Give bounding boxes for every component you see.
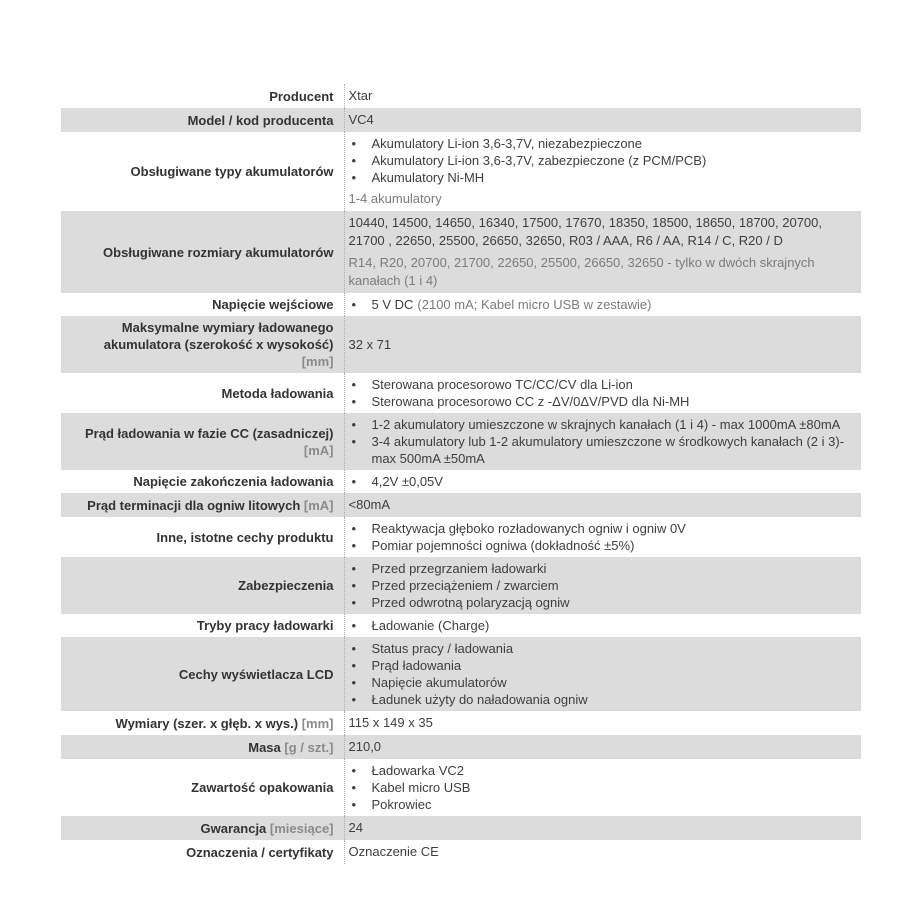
bullet-text: Przed przeciążeniem / zwarciem [371, 578, 559, 593]
bullet-item [349, 657, 854, 674]
product-spec-table [61, 84, 861, 864]
spec-row [61, 637, 861, 711]
bullet-text: Ładowanie (Charge) [371, 618, 490, 633]
spec-label-text: Tryby pracy ładowarki [196, 618, 334, 633]
spec-row [61, 614, 861, 637]
bullet-text: 3-4 akumulatory lub 1-2 akumulatory umieszczone w środkowych kanałach (2 i 3)- max 500mA ±50mA [371, 434, 845, 466]
spec-label-text: Oznaczenia / certyfikaty [186, 844, 334, 860]
value-text: Xtar [348, 88, 373, 103]
bullet-item [349, 560, 854, 577]
spec-label [61, 711, 344, 735]
bullet-icon: • [351, 641, 357, 656]
spec-row [61, 413, 861, 470]
bullet-icon: • [351, 797, 357, 812]
bullet-item [349, 577, 854, 594]
spec-value [344, 108, 861, 132]
spec-label-text: Cechy wyświetlacza LCD [178, 666, 334, 682]
spec-label-unit: [mm] [298, 715, 334, 731]
spec-label-text: Masa [248, 739, 281, 755]
spec-label [61, 413, 344, 470]
spec-label [61, 84, 344, 108]
spec-row [61, 132, 861, 211]
bullet-text: Sterowana procesorowo CC z -ΔV/0ΔV/PVD dla Ni-MH [371, 394, 690, 409]
spec-label [61, 759, 344, 816]
bullet-icon: • [351, 136, 357, 151]
muted-note: 1-4 akumulatory [348, 191, 442, 206]
spec-label [61, 840, 344, 864]
bullet-item [349, 779, 854, 796]
bullet-icon: • [351, 675, 357, 690]
bullet-icon: • [351, 578, 357, 593]
bullet-text: Status pracy / ładowania [371, 641, 514, 656]
bullet-item [349, 796, 854, 813]
bullet-text: Akumulatory Li-ion 3,6-3,7V, zabezpieczone (z PCM/PCB) [371, 153, 707, 168]
spec-value [344, 614, 861, 637]
spec-label-text: Zabezpieczenia [238, 578, 334, 593]
value-text: 32 x 71 [348, 336, 392, 352]
bullet-text: Pomiar pojemności ogniwa (dokładność ±5%) [371, 538, 635, 553]
spec-value [344, 373, 861, 413]
bullet-item [349, 617, 854, 634]
bullet-icon: • [351, 618, 357, 633]
bullet-icon: • [351, 521, 357, 536]
bullet-icon: • [351, 297, 357, 312]
bullet-item [349, 169, 854, 186]
bullet-text: Ładowarka VC2 [371, 763, 464, 778]
value-text: <80mA [348, 497, 391, 512]
spec-row [61, 84, 861, 108]
spec-value [344, 816, 861, 840]
spec-value [344, 637, 861, 711]
bullet-text: Ładunek użyty do naładowania ogniw [371, 692, 588, 707]
bullet-item [349, 640, 854, 657]
bullet-icon: • [351, 377, 357, 392]
spec-label-text: Wymiary (szer. x głęb. x wys.) [115, 715, 299, 731]
spec-label-text: Metoda ładowania [221, 385, 334, 401]
bullet-text: Reaktywacja głęboko rozładowanych ogniw i ogniw 0V [371, 521, 686, 536]
spec-label-text: Gwarancja [200, 820, 267, 836]
bullet-item [349, 691, 854, 708]
muted-note: R14, R20, 20700, 21700, 22650, 25500, 26650, 32650 - tylko w dwóch skrajnych kanałach (1 i 4) [348, 255, 815, 288]
value-text: 115 x 149 x 35 [348, 715, 433, 730]
spec-label-text: Model / kod producenta [187, 112, 334, 128]
bullet-item [349, 473, 854, 490]
spec-row [61, 557, 861, 614]
spec-value [344, 735, 861, 759]
spec-row [61, 373, 861, 413]
bullet-icon: • [351, 561, 357, 576]
spec-row [61, 293, 861, 316]
spec-label-text: Producent [269, 88, 334, 104]
spec-label-text: Maksymalne wymiary ładowanego akumulatora (szerokość x wysokość) [103, 320, 334, 352]
spec-label-text: Inne, istotne cechy produktu [156, 529, 334, 545]
spec-row [61, 711, 861, 735]
bullet-text: Przed przegrzaniem ładowarki [371, 561, 547, 576]
spec-value [344, 84, 861, 108]
spec-label [61, 316, 344, 373]
spec-row [61, 517, 861, 557]
spec-label-unit: [mA] [303, 442, 334, 458]
bullet-icon: • [351, 538, 357, 553]
spec-label-text: Obsługiwane typy akumulatorów [130, 164, 334, 179]
spec-row [61, 316, 861, 373]
bullet-icon: • [351, 692, 357, 707]
spec-value [344, 211, 861, 293]
bullet-item [349, 393, 854, 410]
spec-label [61, 211, 344, 293]
bullet-text: Sterowana procesorowo TC/CC/CV dla Li-ion [371, 377, 633, 392]
bullet-icon: • [351, 474, 357, 489]
spec-value [344, 470, 861, 493]
bullet-icon: • [351, 153, 357, 168]
spec-label-text: Napięcie wejściowe [212, 297, 334, 312]
spec-label-text: Prąd terminacji dla ogniw litowych [87, 497, 301, 513]
bullet-item [349, 135, 854, 152]
value-text: 10440, 14500, 14650, 16340, 17500, 17670, 18350, 18500, 18650, 18700, 20700, 21700 , 22650, 25500, 26650, 32650, R03 / AAA, R6 / AA, R14 / C, R20 / D [348, 215, 822, 248]
spec-row [61, 816, 861, 840]
spec-label [61, 108, 344, 132]
spec-row [61, 840, 861, 864]
spec-label [61, 614, 344, 637]
spec-label [61, 293, 344, 316]
bullet-text: Akumulatory Ni-MH [371, 170, 485, 185]
spec-row [61, 735, 861, 759]
spec-value [344, 517, 861, 557]
value-text: 24 [348, 820, 363, 835]
bullet-icon: • [351, 394, 357, 409]
value-text: 210,0 [348, 739, 382, 754]
bullet-text: 4,2V ±0,05V [371, 474, 443, 489]
bullet-item [349, 537, 854, 554]
spec-label [61, 557, 344, 614]
spec-value [344, 557, 861, 614]
bullet-icon: • [351, 417, 357, 432]
spec-label-unit: [mm] [301, 354, 334, 369]
bullet-item [349, 433, 854, 467]
bullet-item [349, 594, 854, 611]
value-text: Oznaczenie CE [348, 844, 439, 859]
bullet-icon: • [351, 780, 357, 795]
spec-label [61, 517, 344, 557]
bullet-text: Napięcie akumulatorów [371, 675, 507, 690]
bullet-item [349, 152, 854, 169]
bullet-item [349, 376, 854, 393]
spec-row [61, 211, 861, 293]
bullet-text: Prąd ładowania [371, 658, 462, 673]
bullet-icon: • [351, 763, 357, 778]
spec-label [61, 493, 344, 517]
spec-label-unit: [mA] [300, 497, 334, 513]
spec-value [344, 132, 861, 211]
spec-label-text: Prąd ładowania w fazie CC (zasadniczej) [84, 425, 334, 441]
bullet-item [349, 674, 854, 691]
spec-label-text: Zawartość opakowania [191, 780, 334, 795]
spec-row [61, 470, 861, 493]
spec-label [61, 132, 344, 211]
bullet-text: Przed odwrotną polaryzacją ogniw [371, 595, 570, 610]
spec-value [344, 493, 861, 517]
bullet-icon: • [351, 170, 357, 185]
spec-value [344, 711, 861, 735]
bullet-icon: • [351, 434, 357, 449]
spec-label [61, 470, 344, 493]
spec-value [344, 413, 861, 470]
spec-label [61, 373, 344, 413]
spec-label [61, 735, 344, 759]
spec-label [61, 816, 344, 840]
bullet-text: Kabel micro USB [371, 780, 471, 795]
bullet-item [349, 416, 854, 433]
bullet-item [349, 520, 854, 537]
spec-label-text: Obsługiwane rozmiary akumulatorów [103, 244, 334, 260]
spec-value [344, 840, 861, 864]
bullet-icon: • [351, 595, 357, 610]
spec-label [61, 637, 344, 711]
bullet-item [349, 296, 854, 313]
spec-row [61, 108, 861, 132]
bullet-icon: • [351, 658, 357, 673]
bullet-text: 1-2 akumulatory umieszczone w skrajnych kanałach (1 i 4) - max 1000mA ±80mA [371, 417, 841, 432]
bullet-item [349, 762, 854, 779]
spec-row [61, 759, 861, 816]
spec-value [344, 759, 861, 816]
spec-row [61, 493, 861, 517]
spec-label-unit: [g / szt.] [280, 739, 334, 755]
bullet-text: 5 V DC (2100 mA; Kabel micro USB w zestawie) [371, 297, 652, 312]
spec-label-unit: [miesiące] [266, 820, 334, 836]
muted-suffix: (2100 mA; Kabel micro USB w zestawie) [417, 297, 652, 312]
spec-value [344, 293, 861, 316]
value-text: VC4 [348, 112, 374, 127]
spec-value [344, 316, 861, 373]
spec-label-text: Napięcie zakończenia ładowania [133, 474, 334, 489]
bullet-text: Akumulatory Li-ion 3,6-3,7V, niezabezpieczone [371, 136, 643, 151]
bullet-text: Pokrowiec [371, 797, 432, 812]
